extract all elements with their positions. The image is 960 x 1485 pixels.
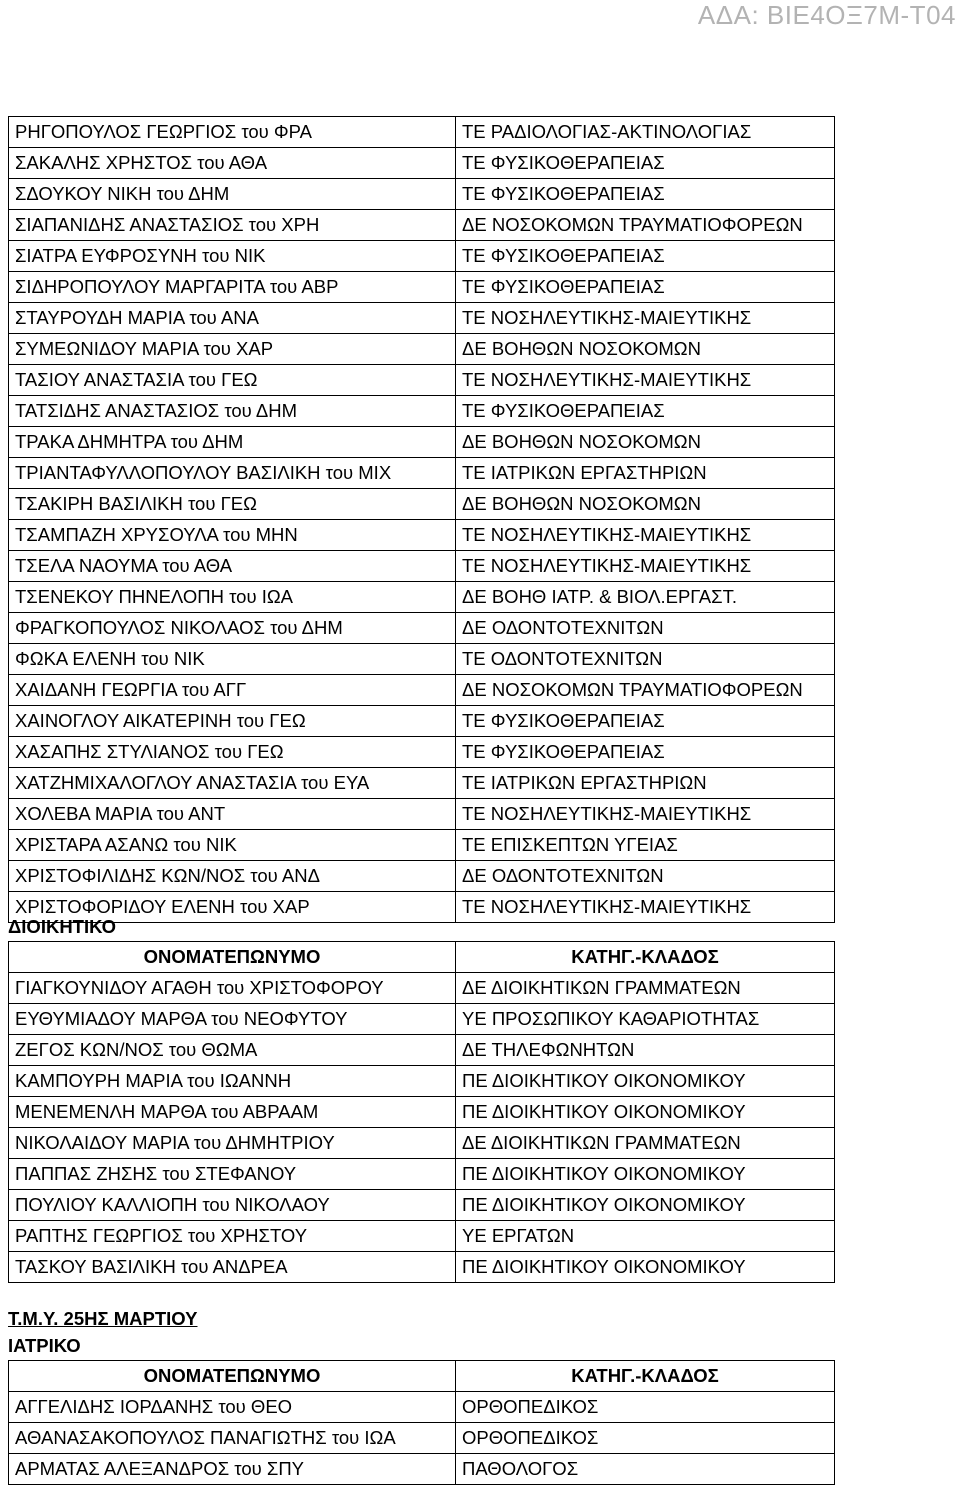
table-row bbox=[9, 179, 835, 210]
table-row bbox=[9, 148, 835, 179]
table-row bbox=[9, 1252, 835, 1283]
category-cell: ΤΕ ΦΥΣΙΚΟΘΕΡΑΠΕΙΑΣ bbox=[456, 241, 835, 272]
category-cell: ΤΕ ΝΟΣΗΛΕΥΤΙΚΗΣ-ΜΑΙΕΥΤΙΚΗΣ bbox=[456, 520, 835, 551]
table-row bbox=[9, 1190, 835, 1221]
name-cell: ΤΑΤΣΙΔΗΣ ΑΝΑΣΤΑΣΙΟΣ του ΔΗΜ bbox=[9, 396, 456, 427]
category-cell: ΤΕ ΟΔΟΝΤΟΤΕΧΝΙΤΩΝ bbox=[456, 644, 835, 675]
name-cell: ΣΤΑΥΡΟΥΔΗ ΜΑΡΙΑ του ΑΝΑ bbox=[9, 303, 456, 334]
category-cell: ΤΕ ΙΑΤΡΙΚΩΝ ΕΡΓΑΣΤΗΡΙΩΝ bbox=[456, 458, 835, 489]
table-row bbox=[9, 1004, 835, 1035]
category-cell: ΟΡΘΟΠΕΔΙΚΟΣ bbox=[456, 1392, 835, 1423]
table-row bbox=[9, 1159, 835, 1190]
table-row bbox=[9, 613, 835, 644]
category-cell: ΠΕ ΔΙΟΙΚΗΤΙΚΟΥ ΟΙΚΟΝΟΜΙΚΟΥ bbox=[456, 1190, 835, 1221]
name-cell: ΤΡΑΚΑ ΔΗΜΗΤΡΑ του ΔΗΜ bbox=[9, 427, 456, 458]
table-row bbox=[9, 737, 835, 768]
category-cell: ΤΕ ΝΟΣΗΛΕΥΤΙΚΗΣ-ΜΑΙΕΥΤΙΚΗΣ bbox=[456, 799, 835, 830]
category-cell: ΤΕ ΙΑΤΡΙΚΩΝ ΕΡΓΑΣΤΗΡΙΩΝ bbox=[456, 768, 835, 799]
name-cell: ΡΗΓΟΠΟΥΛΟΣ ΓΕΩΡΓΙΟΣ του ΦΡΑ bbox=[9, 117, 456, 148]
table-row bbox=[9, 210, 835, 241]
category-cell: ΠΕ ΔΙΟΙΚΗΤΙΚΟΥ ΟΙΚΟΝΟΜΙΚΟΥ bbox=[456, 1097, 835, 1128]
ada-code: ΑΔΑ: ΒΙΕ4ΟΞ7Μ-Τ04 bbox=[697, 0, 956, 30]
section-heading-medical: ΙΑΤΡΙΚΟ bbox=[8, 1335, 81, 1356]
name-cell: ΑΓΓΕΛΙΔΗΣ ΙΟΡΔΑΝΗΣ του ΘΕΟ bbox=[9, 1392, 456, 1423]
category-cell: ΠΕ ΔΙΟΙΚΗΤΙΚΟΥ ΟΙΚΟΝΟΜΙΚΟΥ bbox=[456, 1159, 835, 1190]
admin-table bbox=[8, 941, 835, 1283]
name-cell: ΣΙΑΠΑΝΙΔΗΣ ΑΝΑΣΤΑΣΙΟΣ του ΧΡΗ bbox=[9, 210, 456, 241]
name-cell: ΤΣΕΛΑ ΝΑΟΥΜΑ του ΑΘΑ bbox=[9, 551, 456, 582]
name-cell: ΠΟΥΛΙΟΥ ΚΑΛΛΙΟΠΗ του ΝΙΚΟΛΑΟΥ bbox=[9, 1190, 456, 1221]
category-cell: ΤΕ ΦΥΣΙΚΟΘΕΡΑΠΕΙΑΣ bbox=[456, 706, 835, 737]
name-cell: ΤΣΑΜΠΑΖΗ ΧΡΥΣΟΥΛΑ του ΜΗΝ bbox=[9, 520, 456, 551]
medical-table bbox=[8, 1360, 835, 1485]
category-cell: ΤΕ ΡΑΔΙΟΛΟΓΙΑΣ-ΑΚΤΙΝΟΛΟΓΙΑΣ bbox=[456, 117, 835, 148]
table-header-row bbox=[9, 942, 835, 973]
table-row bbox=[9, 365, 835, 396]
table-row bbox=[9, 241, 835, 272]
name-cell: ΤΣΑΚΙΡΗ ΒΑΣΙΛΙΚΗ του ΓΕΩ bbox=[9, 489, 456, 520]
table-row bbox=[9, 551, 835, 582]
category-cell: ΔΕ ΒΟΗΘΩΝ ΝΟΣΟΚΟΜΩΝ bbox=[456, 334, 835, 365]
name-cell: ΤΑΣΙΟΥ ΑΝΑΣΤΑΣΙΑ του ΓΕΩ bbox=[9, 365, 456, 396]
name-cell: ΑΡΜΑΤΑΣ ΑΛΕΞΑΝΔΡΟΣ του ΣΠΥ bbox=[9, 1454, 456, 1485]
table-row bbox=[9, 799, 835, 830]
name-cell: ΕΥΘΥΜΙΑΔΟΥ ΜΑΡΘΑ του ΝΕΟΦΥΤΟΥ bbox=[9, 1004, 456, 1035]
category-cell: ΤΕ ΦΥΣΙΚΟΘΕΡΑΠΕΙΑΣ bbox=[456, 737, 835, 768]
category-cell: ΔΕ ΒΟΗΘΩΝ ΝΟΣΟΚΟΜΩΝ bbox=[456, 427, 835, 458]
name-cell: ΧΑΣΑΠΗΣ ΣΤΥΛΙΑΝΟΣ του ΓΕΩ bbox=[9, 737, 456, 768]
table-row bbox=[9, 1392, 835, 1423]
table-row bbox=[9, 489, 835, 520]
name-cell: ΣΔΟΥΚΟΥ ΝΙΚΗ του ΔΗΜ bbox=[9, 179, 456, 210]
table-row bbox=[9, 706, 835, 737]
col-header-category: ΚΑΤΗΓ.-ΚΛΑΔΟΣ bbox=[456, 942, 835, 973]
name-cell: ΜΕΝΕΜΕΝΛΗ ΜΑΡΘΑ του ΑΒΡΑΑΜ bbox=[9, 1097, 456, 1128]
category-cell: ΔΕ ΤΗΛΕΦΩΝΗΤΩΝ bbox=[456, 1035, 835, 1066]
name-cell: ΖΕΓΟΣ ΚΩΝ/ΝΟΣ του ΘΩΜΑ bbox=[9, 1035, 456, 1066]
table-row bbox=[9, 334, 835, 365]
table-row bbox=[9, 1128, 835, 1159]
name-cell: ΚΑΜΠΟΥΡΗ ΜΑΡΙΑ του ΙΩΑΝΝΗ bbox=[9, 1066, 456, 1097]
name-cell: ΧΡΙΣΤΑΡΑ ΑΣΑΝΩ του ΝΙΚ bbox=[9, 830, 456, 861]
category-cell: ΔΕ ΟΔΟΝΤΟΤΕΧΝΙΤΩΝ bbox=[456, 861, 835, 892]
staff-table-body bbox=[9, 117, 835, 923]
category-cell: ΔΕ ΔΙΟΙΚΗΤΙΚΩΝ ΓΡΑΜΜΑΤΕΩΝ bbox=[456, 1128, 835, 1159]
table-row bbox=[9, 427, 835, 458]
table-row bbox=[9, 1035, 835, 1066]
col-header-name: ΟΝΟΜΑΤΕΠΩΝΥΜΟ bbox=[9, 1361, 456, 1392]
category-cell: ΥΕ ΕΡΓΑΤΩΝ bbox=[456, 1221, 835, 1252]
category-cell: ΔΕ ΒΟΗΘΩΝ ΝΟΣΟΚΟΜΩΝ bbox=[456, 489, 835, 520]
table-row bbox=[9, 675, 835, 706]
name-cell: ΣΙΔΗΡΟΠΟΥΛΟΥ ΜΑΡΓΑΡΙΤΑ του ΑΒΡ bbox=[9, 272, 456, 303]
name-cell: ΤΣΕΝΕΚΟΥ ΠΗΝΕΛΟΠΗ του ΙΩΑ bbox=[9, 582, 456, 613]
table-row bbox=[9, 272, 835, 303]
category-cell: ΤΕ ΦΥΣΙΚΟΘΕΡΑΠΕΙΑΣ bbox=[456, 148, 835, 179]
table-row bbox=[9, 644, 835, 675]
table-row bbox=[9, 1066, 835, 1097]
name-cell: ΧΑΙΝΟΓΛΟΥ ΑΙΚΑΤΕΡΙΝΗ του ΓΕΩ bbox=[9, 706, 456, 737]
table-header-row bbox=[9, 1361, 835, 1392]
facility-heading: Τ.Μ.Υ. 25ΗΣ ΜΑΡΤΙΟΥ bbox=[8, 1308, 198, 1329]
name-cell: ΣΑΚΑΛΗΣ ΧΡΗΣΤΟΣ του ΑΘΑ bbox=[9, 148, 456, 179]
name-cell: ΧΑΤΖΗΜΙΧΑΛΟΓΛΟΥ ΑΝΑΣΤΑΣΙΑ του ΕΥΑ bbox=[9, 768, 456, 799]
table-row bbox=[9, 861, 835, 892]
table-row bbox=[9, 973, 835, 1004]
staff-table-continued bbox=[8, 116, 835, 923]
name-cell: ΣΙΑΤΡΑ ΕΥΦΡΟΣΥΝΗ του ΝΙΚ bbox=[9, 241, 456, 272]
name-cell: ΡΑΠΤΗΣ ΓΕΩΡΓΙΟΣ του ΧΡΗΣΤΟΥ bbox=[9, 1221, 456, 1252]
name-cell: ΤΡΙΑΝΤΑΦΥΛΛΟΠΟΥΛΟΥ ΒΑΣΙΛΙΚΗ του ΜΙΧ bbox=[9, 458, 456, 489]
name-cell: ΝΙΚΟΛΑΙΔΟΥ ΜΑΡΙΑ του ΔΗΜΗΤΡΙΟΥ bbox=[9, 1128, 456, 1159]
category-cell: ΔΕ ΟΔΟΝΤΟΤΕΧΝΙΤΩΝ bbox=[456, 613, 835, 644]
category-cell: ΤΕ ΦΥΣΙΚΟΘΕΡΑΠΕΙΑΣ bbox=[456, 272, 835, 303]
category-cell: ΔΕ ΝΟΣΟΚΟΜΩΝ ΤΡΑΥΜΑΤΙΟΦΟΡΕΩΝ bbox=[456, 210, 835, 241]
category-cell: ΤΕ ΝΟΣΗΛΕΥΤΙΚΗΣ-ΜΑΙΕΥΤΙΚΗΣ bbox=[456, 365, 835, 396]
table-row bbox=[9, 892, 835, 923]
table-row bbox=[9, 117, 835, 148]
category-cell: ΔΕ ΔΙΟΙΚΗΤΙΚΩΝ ΓΡΑΜΜΑΤΕΩΝ bbox=[456, 973, 835, 1004]
name-cell: ΧΡΙΣΤΟΦΟΡΙΔΟΥ ΕΛΕΝΗ του ΧΑΡ bbox=[9, 892, 456, 923]
name-cell: ΑΘΑΝΑΣΑΚΟΠΟΥΛΟΣ ΠΑΝΑΓΙΩΤΗΣ του ΙΩΑ bbox=[9, 1423, 456, 1454]
section-heading-admin: ΔΙΟΙΚΗΤΙΚΟ bbox=[8, 916, 117, 937]
category-cell: ΤΕ ΝΟΣΗΛΕΥΤΙΚΗΣ-ΜΑΙΕΥΤΙΚΗΣ bbox=[456, 303, 835, 334]
table-row bbox=[9, 396, 835, 427]
category-cell: ΔΕ ΒΟΗΘ ΙΑΤΡ. & ΒΙΟΛ.ΕΡΓΑΣΤ. bbox=[456, 582, 835, 613]
category-cell: ΤΕ ΦΥΣΙΚΟΘΕΡΑΠΕΙΑΣ bbox=[456, 396, 835, 427]
category-cell: ΤΕ ΕΠΙΣΚΕΠΤΩΝ ΥΓΕΙΑΣ bbox=[456, 830, 835, 861]
table-row bbox=[9, 582, 835, 613]
table-row bbox=[9, 458, 835, 489]
col-header-name: ΟΝΟΜΑΤΕΠΩΝΥΜΟ bbox=[9, 942, 456, 973]
category-cell: ΤΕ ΦΥΣΙΚΟΘΕΡΑΠΕΙΑΣ bbox=[456, 179, 835, 210]
table-row bbox=[9, 1454, 835, 1485]
name-cell: ΦΩΚΑ ΕΛΕΝΗ του ΝΙΚ bbox=[9, 644, 456, 675]
table-row bbox=[9, 1221, 835, 1252]
category-cell: ΤΕ ΝΟΣΗΛΕΥΤΙΚΗΣ-ΜΑΙΕΥΤΙΚΗΣ bbox=[456, 892, 835, 923]
table-row bbox=[9, 1097, 835, 1128]
name-cell: ΓΙΑΓΚΟΥΝΙΔΟΥ ΑΓΑΘΗ του ΧΡΙΣΤΟΦΟΡΟΥ bbox=[9, 973, 456, 1004]
category-cell: ΠΕ ΔΙΟΙΚΗΤΙΚΟΥ ΟΙΚΟΝΟΜΙΚΟΥ bbox=[456, 1066, 835, 1097]
col-header-category: ΚΑΤΗΓ.-ΚΛΑΔΟΣ bbox=[456, 1361, 835, 1392]
category-cell: ΠΑΘΟΛΟΓΟΣ bbox=[456, 1454, 835, 1485]
table-row bbox=[9, 303, 835, 334]
category-cell: ΠΕ ΔΙΟΙΚΗΤΙΚΟΥ ΟΙΚΟΝΟΜΙΚΟΥ bbox=[456, 1252, 835, 1283]
table-row bbox=[9, 768, 835, 799]
category-cell: ΟΡΘΟΠΕΔΙΚΟΣ bbox=[456, 1423, 835, 1454]
name-cell: ΧΟΛΕΒΑ ΜΑΡΙΑ του ΑΝΤ bbox=[9, 799, 456, 830]
name-cell: ΧΑΙΔΑΝΗ ΓΕΩΡΓΙΑ του ΑΓΓ bbox=[9, 675, 456, 706]
category-cell: ΥΕ ΠΡΟΣΩΠΙΚΟΥ ΚΑΘΑΡΙΟΤΗΤΑΣ bbox=[456, 1004, 835, 1035]
table-row bbox=[9, 520, 835, 551]
name-cell: ΧΡΙΣΤΟΦΙΛΙΔΗΣ ΚΩΝ/ΝΟΣ του ΑΝΔ bbox=[9, 861, 456, 892]
table-row bbox=[9, 1423, 835, 1454]
name-cell: ΦΡΑΓΚΟΠΟΥΛΟΣ ΝΙΚΟΛΑΟΣ του ΔΗΜ bbox=[9, 613, 456, 644]
table-row bbox=[9, 830, 835, 861]
category-cell: ΤΕ ΝΟΣΗΛΕΥΤΙΚΗΣ-ΜΑΙΕΥΤΙΚΗΣ bbox=[456, 551, 835, 582]
name-cell: ΤΑΣΚΟΥ ΒΑΣΙΛΙΚΗ του ΑΝΔΡΕΑ bbox=[9, 1252, 456, 1283]
name-cell: ΠΑΠΠΑΣ ΖΗΣΗΣ του ΣΤΕΦΑΝΟΥ bbox=[9, 1159, 456, 1190]
name-cell: ΣΥΜΕΩΝΙΔΟΥ ΜΑΡΙΑ του ΧΑΡ bbox=[9, 334, 456, 365]
category-cell: ΔΕ ΝΟΣΟΚΟΜΩΝ ΤΡΑΥΜΑΤΙΟΦΟΡΕΩΝ bbox=[456, 675, 835, 706]
